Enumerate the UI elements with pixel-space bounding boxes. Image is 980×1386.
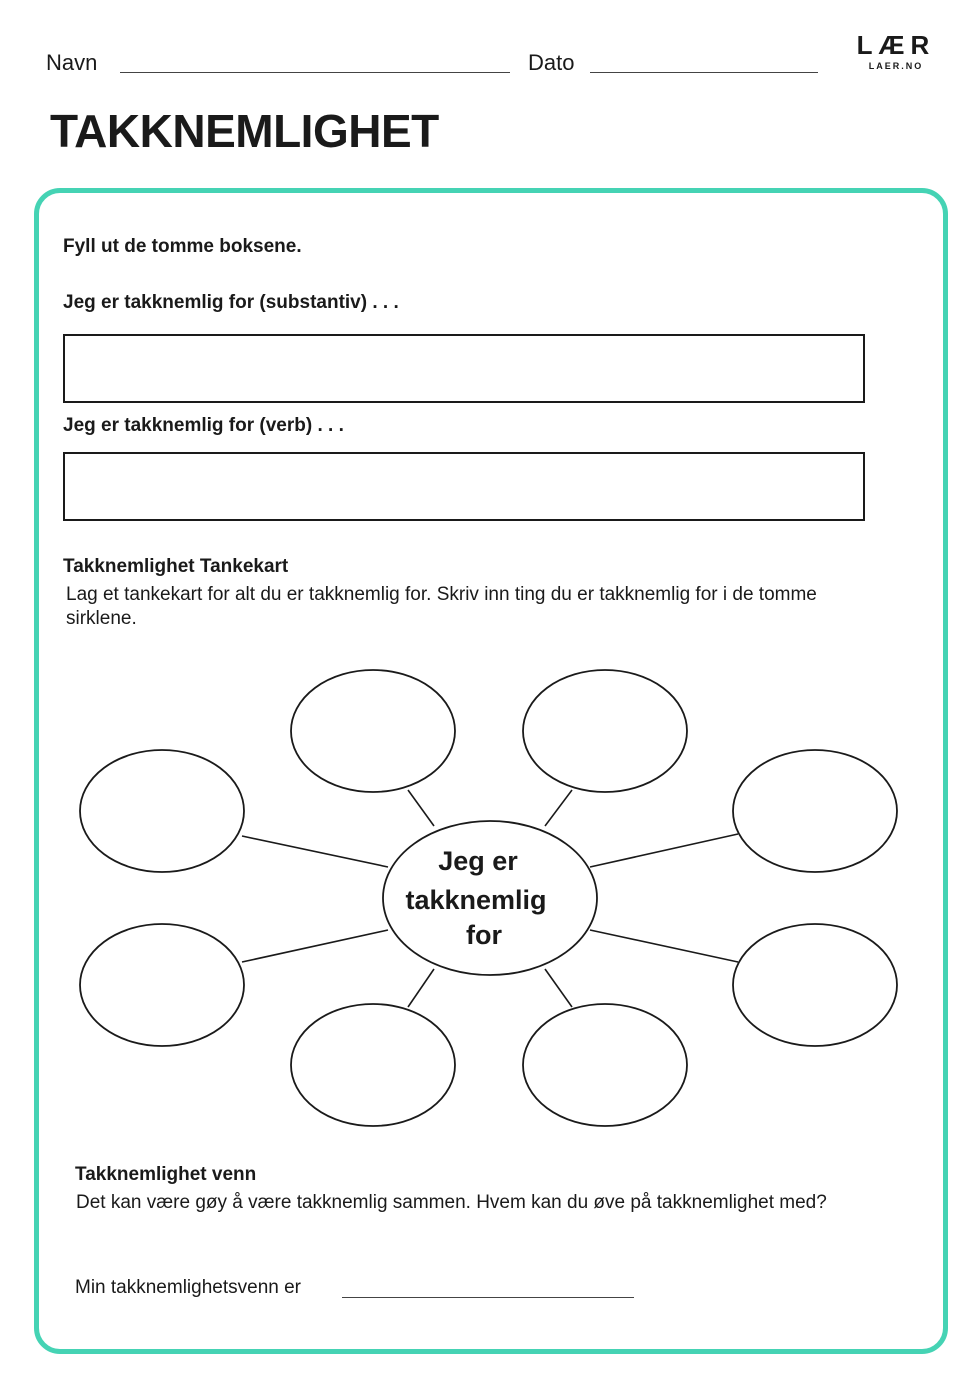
date-label: Dato (528, 50, 575, 75)
connector-line (408, 969, 434, 1007)
mindmap-description: Lag et tankekart for alt du er takknemlig for. Skriv inn ting du er takknemlig for i de tomme sirklene. (66, 584, 817, 629)
noun-answer-box[interactable] (63, 334, 865, 403)
center-text-line: for (466, 920, 502, 950)
empty-circle[interactable] (733, 750, 897, 872)
page-title: TAKKNEMLIGHET (50, 105, 439, 157)
name-label: Navn (46, 50, 98, 75)
empty-circle[interactable] (733, 924, 897, 1046)
connector-line (242, 836, 388, 867)
empty-circle[interactable] (291, 1004, 455, 1126)
date-field[interactable] (590, 72, 818, 73)
friend-prompt: Min takknemlighetsvenn er (75, 1277, 301, 1298)
verb-prompt: Jeg er takknemlig for (verb) . . . (63, 415, 344, 436)
friend-description: Det kan være gøy å være takknemlig sammen. Hvem kan du øve på takknemlighet med? (76, 1192, 827, 1213)
connector-line (545, 969, 572, 1007)
connector-line (408, 790, 434, 826)
empty-circle[interactable] (80, 750, 244, 872)
mind-map (0, 640, 980, 1140)
mindmap-heading: Takknemlighet Tankekart (63, 556, 289, 577)
center-text-line: Jeg er (438, 846, 518, 876)
name-field[interactable] (120, 72, 510, 73)
empty-circle[interactable] (291, 670, 455, 792)
empty-circle[interactable] (80, 924, 244, 1046)
friend-heading: Takknemlighet venn (75, 1164, 257, 1185)
logo-main-text: LÆR (856, 30, 936, 60)
instruction-text: Fyll ut de tomme boksene. (63, 236, 302, 257)
noun-prompt: Jeg er takknemlig for (substantiv) . . . (63, 292, 399, 313)
center-text-line: takknemlig (405, 885, 547, 915)
connector-line (545, 790, 572, 826)
empty-circle[interactable] (523, 1004, 687, 1126)
logo (854, 30, 938, 71)
connector-line (590, 834, 738, 867)
connector-line (590, 930, 738, 962)
connector-line (242, 930, 388, 962)
logo-sub-text: LAER.NO (868, 61, 924, 71)
friend-name-field[interactable] (342, 1297, 634, 1298)
verb-answer-box[interactable] (63, 452, 865, 521)
empty-circle[interactable] (523, 670, 687, 792)
